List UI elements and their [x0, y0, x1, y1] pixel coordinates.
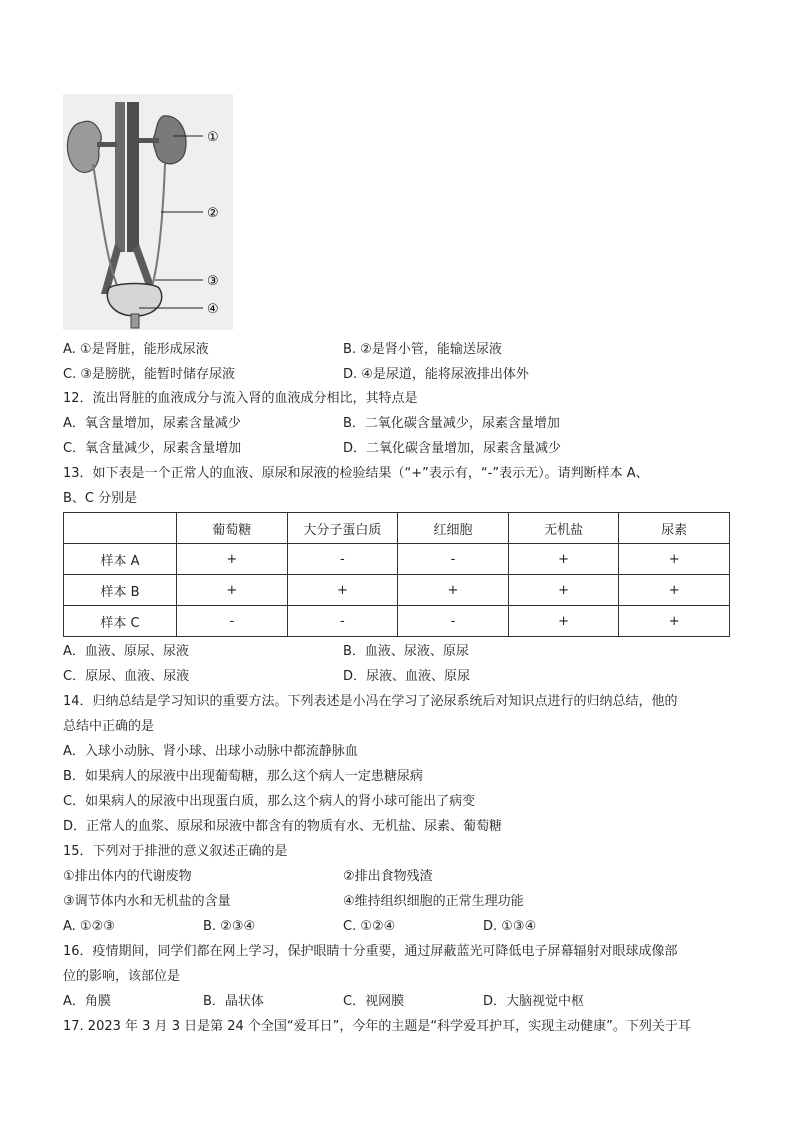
- table-header-row: [64, 513, 730, 544]
- q12-option-c: C．氧含量减少，尿素含量增加: [63, 441, 242, 456]
- q14-stem-line2: 总结中正确的是: [63, 719, 155, 734]
- table-row: [64, 606, 730, 637]
- q13-option-c: C．原尿、血液、尿液: [63, 669, 190, 684]
- table-header-cell: [64, 513, 177, 544]
- table-cell: +: [508, 544, 619, 575]
- table-cell: +: [287, 575, 398, 606]
- table-cell: +: [508, 606, 619, 637]
- table-cell: -: [287, 606, 398, 637]
- table-cell: -: [398, 606, 509, 637]
- q11-option-c: C. ③是膀胱，能暂时储存尿液: [63, 367, 235, 382]
- urinary-system-figure: [63, 94, 233, 330]
- q16-stem-line2: 位的影响，该部位是: [63, 969, 181, 984]
- q14-option-b: B．如果病人的尿液中出现葡萄糖，那么这个病人一定患糖尿病: [63, 769, 423, 784]
- q14-option-c: C．如果病人的尿液中出现蛋白质，那么这个病人的肾小球可能出了病变: [63, 794, 476, 809]
- q12-option-b: B．二氧化碳含量减少，尿素含量增加: [343, 416, 560, 431]
- table-cell: +: [398, 575, 509, 606]
- callout-1: ①: [207, 130, 219, 145]
- table-cell: +: [177, 544, 288, 575]
- q16-stem-line1: 16．疫情期间，同学们都在网上学习，保护眼睛十分重要，通过屏蔽蓝光可降低电子屏幕辐射对眼球成像部: [63, 944, 678, 959]
- q14-option-d: D．正常人的血浆、原尿和尿液中都含有的物质有水、无机盐、尿素、葡萄糖: [63, 819, 503, 834]
- q15-item-1: ①排出体内的代谢废物: [63, 869, 192, 884]
- table-cell: +: [508, 575, 619, 606]
- table-header-cell: 尿素: [619, 513, 730, 544]
- q14-option-a: A．入球小动脉、肾小球、出球小动脉中都流静脉血: [63, 744, 358, 759]
- table-cell: -: [287, 544, 398, 575]
- callout-2: ②: [207, 206, 219, 221]
- q16-option-b: B．晶状体: [203, 994, 264, 1009]
- q13-option-a: A．血液、原尿、尿液: [63, 644, 189, 659]
- table-cell: 样本 C: [64, 606, 177, 637]
- q12-option-a: A．氧含量增加，尿素含量减少: [63, 416, 241, 431]
- table-row: [64, 544, 730, 575]
- urinary-system-diagram: [63, 94, 233, 330]
- table-cell: +: [619, 575, 730, 606]
- q17-stem-line1: 17. 2023 年 3 月 3 日是第 24 个全国“爱耳日”，今年的主题是“科学爱耳护耳，实现主动健康”。下列关于耳: [63, 1019, 691, 1034]
- q15-option-c: C. ①②④: [343, 919, 396, 934]
- q11-option-a: A. ①是肾脏，能形成尿液: [63, 342, 209, 357]
- q15-item-4: ④维持组织细胞的正常生理功能: [343, 894, 524, 909]
- q14-stem-line1: 14．归纳总结是学习知识的重要方法。下列表述是小冯在学习了泌尿系统后对知识点进行的归纳总结，他的: [63, 694, 678, 709]
- table-cell: 样本 B: [64, 575, 177, 606]
- q15-option-a: A. ①②③: [63, 919, 115, 934]
- table-row: [64, 575, 730, 606]
- table-cell: +: [177, 575, 288, 606]
- q12-stem: 12．流出肾脏的血液成分与流入肾的血液成分相比，其特点是: [63, 391, 418, 406]
- table-cell: -: [177, 606, 288, 637]
- q11-option-b: B. ②是肾小管，能输送尿液: [343, 342, 502, 357]
- q13-stem-line1: 13．如下表是一个正常人的血液、原尿和尿液的检验结果（“+”表示有，“-”表示无）。请判断样本 A、: [63, 466, 649, 481]
- table-cell: 样本 A: [64, 544, 177, 575]
- table-header-cell: 无机盐: [508, 513, 619, 544]
- table-header-cell: 大分子蛋白质: [287, 513, 398, 544]
- q15-item-3: ③调节体内水和无机盐的含量: [63, 894, 231, 909]
- q15-stem: 15．下列对于排泄的意义叙述正确的是: [63, 844, 288, 859]
- table-cell: +: [619, 544, 730, 575]
- q16-option-d: D．大脑视觉中枢: [483, 994, 585, 1009]
- callout-3: ③: [207, 274, 219, 289]
- q16-option-c: C．视网膜: [343, 994, 405, 1009]
- callout-4: ④: [207, 302, 219, 317]
- table-header-cell: 红细胞: [398, 513, 509, 544]
- q12-option-d: D．二氧化碳含量增加，尿素含量减少: [343, 441, 562, 456]
- q13-results-table: [63, 512, 730, 637]
- table-cell: +: [619, 606, 730, 637]
- q15-option-b: B. ②③④: [203, 919, 256, 934]
- table-header-cell: 葡萄糖: [177, 513, 288, 544]
- q15-option-d: D. ①③④: [483, 919, 537, 934]
- q15-item-2: ②排出食物残渣: [343, 869, 433, 884]
- q13-option-d: D．尿液、血液、原尿: [343, 669, 471, 684]
- q11-option-d: D. ④是尿道，能将尿液排出体外: [343, 367, 529, 382]
- q13-stem-line2: B、C 分别是: [63, 491, 138, 506]
- q16-option-a: A．角膜: [63, 994, 111, 1009]
- table-cell: -: [398, 544, 509, 575]
- q13-option-b: B．血液、尿液、原尿: [343, 644, 469, 659]
